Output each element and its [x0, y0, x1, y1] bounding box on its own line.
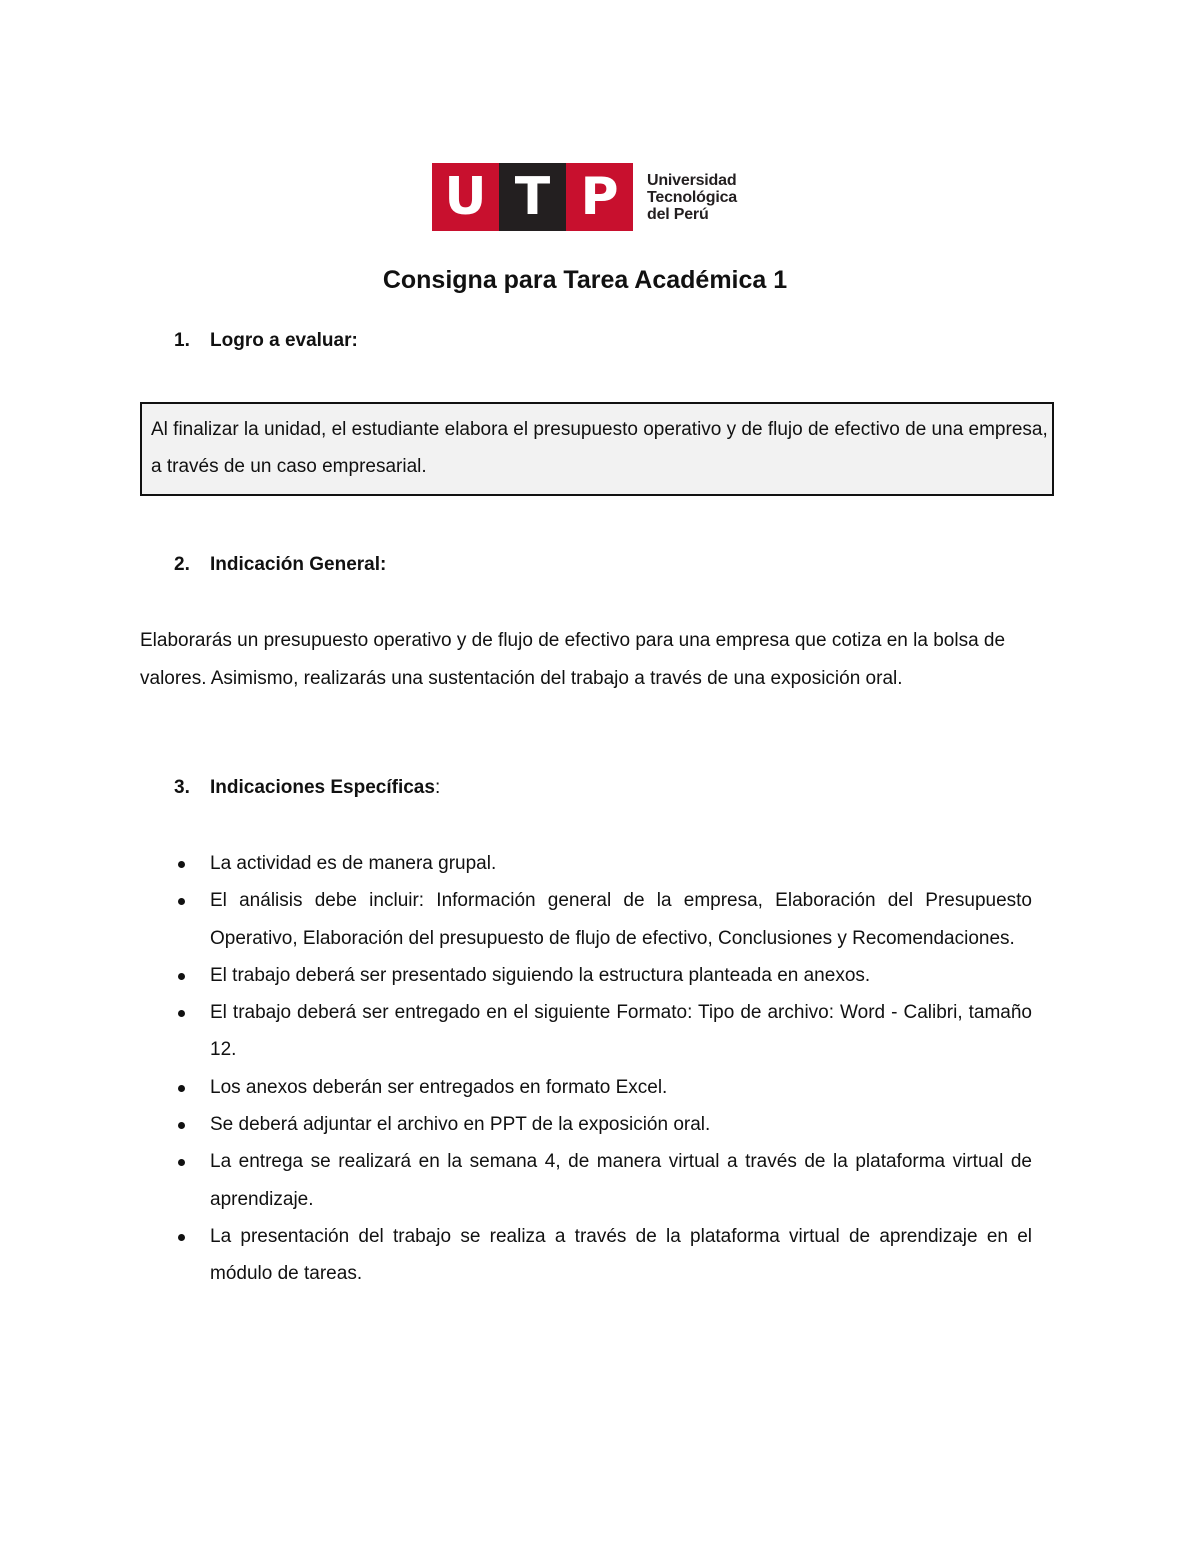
section-3-title: Indicaciones Específicas [210, 777, 435, 798]
logo-line-3: del Perú [647, 205, 709, 223]
section-3-heading [174, 777, 440, 799]
list-item-text: El análisis debe incluir: Información general de la empresa, Elaboración del Presupuesto Operativo, Elaboración del presupuesto de flujo de efectivo, Conclusiones y Recomendaciones. [210, 890, 1032, 949]
learning-goal-text: Al finalizar la unidad, el estudiante elabora el presupuesto operativo y de flujo de efectivo de una empresa, a través de un caso empresarial. [151, 419, 1048, 477]
logo-line-1: Universidad [647, 171, 737, 189]
logo-letter-u: U [432, 163, 499, 231]
list-item-text: La actividad es de manera grupal. [210, 853, 497, 874]
section-1-title: Logro a evaluar: [210, 330, 358, 351]
logo-letter-p: P [566, 163, 633, 231]
section-3-number: 3. [174, 777, 190, 798]
bullet-icon [178, 1085, 185, 1092]
section-1-heading [174, 330, 358, 352]
list-item [174, 882, 1032, 957]
list-item-text: Se deberá adjuntar el archivo en PPT de la exposición oral. [210, 1114, 711, 1136]
specific-indications-list [174, 845, 1032, 1293]
section-1-number: 1. [174, 330, 190, 351]
utp-logo [432, 163, 737, 231]
list-item-text: La presentación del trabajo se realiza a través de la plataforma virtual de aprendizaje en el módulo de tareas. [210, 1225, 1032, 1285]
list-item-text: Los anexos deberán ser entregados en formato Excel. [210, 1076, 668, 1098]
bullet-icon [178, 1234, 185, 1241]
bullet-icon [178, 1122, 185, 1129]
logo-letter-t: T [499, 163, 566, 231]
list-item [174, 994, 1032, 1069]
page-title: Consigna para Tarea Académica 1 [382, 266, 788, 294]
section-2-heading [174, 554, 386, 576]
list-item-text: El trabajo deberá ser presentado siguiendo la estructura planteada en anexos. [210, 964, 871, 986]
bullet-icon [178, 1010, 185, 1017]
list-item [174, 1069, 1032, 1106]
list-item [174, 957, 1032, 994]
logo-blocks [432, 163, 633, 231]
list-item-text: La entrega se realizará en la semana 4, de manera virtual a través de la plataforma virtual de aprendizaje. [210, 1151, 1032, 1210]
list-item [174, 1218, 1032, 1293]
section-2-number: 2. [174, 554, 190, 575]
logo-line-2: Tecnológica [647, 188, 737, 206]
section-2-title: Indicación General: [210, 554, 387, 575]
section-3-colon: : [434, 777, 441, 798]
bullet-icon [178, 973, 185, 980]
list-item-text: El trabajo deberá ser entregado en el siguiente Formato: Tipo de archivo: Word - Calibri, tamaño 12. [210, 1002, 1032, 1061]
bullet-icon [178, 898, 185, 905]
general-indication-paragraph: Elaborarás un presupuesto operativo y de flujo de efectivo para una empresa que cotiza en la bolsa de valores. Asimismo, realizarás una sustentación del trabajo a través de una exposición oral. [140, 630, 1006, 689]
bullet-icon [178, 861, 185, 868]
list-item [174, 1106, 1032, 1143]
list-item [174, 1143, 1032, 1218]
logo-wordmark [647, 172, 737, 223]
bullet-icon [178, 1159, 185, 1166]
list-item [174, 845, 1032, 882]
